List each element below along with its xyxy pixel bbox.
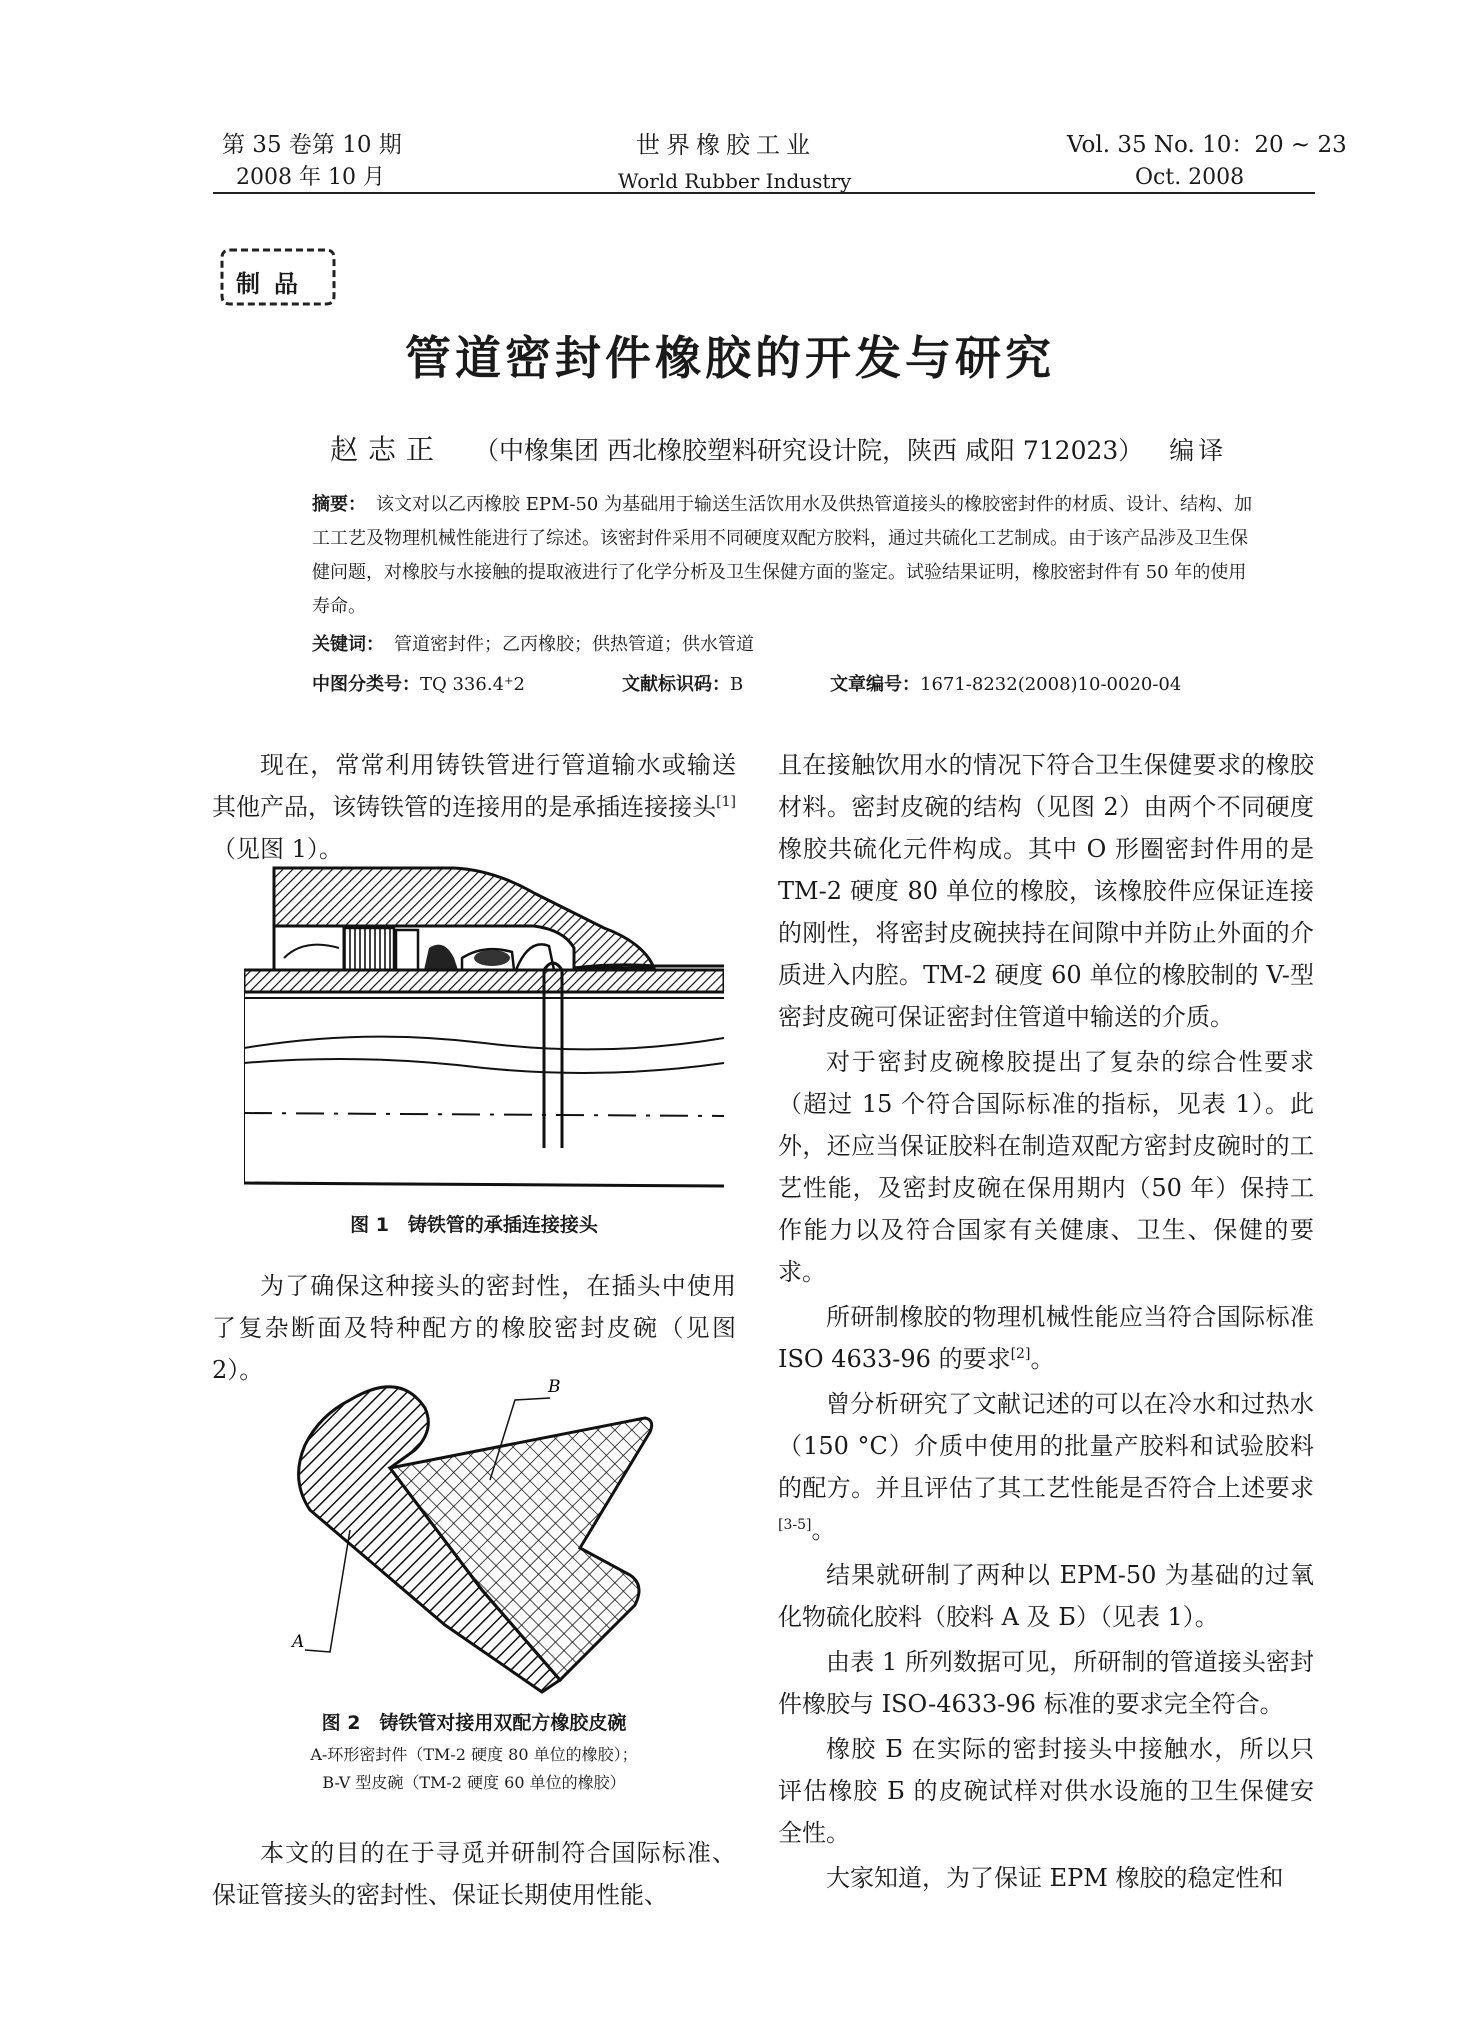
author-role: 编译 (1169, 436, 1228, 465)
section-tag: 制品 (236, 269, 312, 298)
paragraph-text: 现在，常常利用铸铁管进行管道输水或输送其他产品，该铸铁管的连接用的是承插连接接头 (212, 751, 736, 821)
body-right (778, 744, 1314, 1902)
citation: [1] (716, 794, 736, 810)
paragraph: 为了确保这种接头的密封性，在插头中使用了复杂断面及特种配方的橡胶密封皮碗（见图 2）。 (212, 1272, 736, 1384)
paragraph (778, 1296, 1314, 1380)
journal-volume-pages: Vol. 35 No. 10：20 ~ 23 (1067, 132, 1347, 158)
citation: [3-5] (778, 1517, 812, 1533)
journal-title-cn: 世界橡胶工业 (636, 131, 816, 159)
figure-2-seal-section (250, 1370, 700, 1700)
author-affiliation: （中橡集团 西北橡胶塑料研究设计院，陕西 咸阳 712023） (474, 436, 1144, 465)
keywords-text: 管道密封件；乙丙橡胶；供热管道；供水管道 (394, 634, 754, 655)
citation: [2] (1010, 1346, 1031, 1362)
article-number (830, 670, 1181, 696)
paragraph-text: 。 (1030, 1345, 1055, 1373)
author-name: 赵志正 (330, 433, 445, 466)
paragraph: 由表 1 所列数据可见，所研制的管道接头密封件橡胶与 ISO-4633-96 标准的要求完全符合。 (778, 1648, 1314, 1718)
article-number-label: 文章编号： (830, 674, 920, 695)
paragraph: 对于密封皮碗橡胶提出了复杂的综合性要求（超过 15 个符合国际标准的指标，见表 1）。此外，还应当保证胶料在制造双配方密封皮碗时的工艺性能，及密封皮碗在保用期内（50 年）保持工作能力以及符合国家有关健康、卫生、保健的要求。 (778, 1048, 1314, 1286)
journal-volume-issue: 第 35 卷第 10 期 (222, 132, 402, 158)
journal-date-en: Oct. 2008 (1135, 165, 1245, 190)
figure-1-caption: 图 1 铸铁管的承插连接接头 (350, 1214, 598, 1236)
abstract-label: 摘要： (312, 494, 366, 515)
figure-1-pipe-joint (244, 848, 724, 1198)
paragraph: 橡胶 Б 在实际的密封接头中接触水，所以只评估橡胶 Б 的皮碗试样对供水设施的卫生保健安全性。 (778, 1735, 1314, 1847)
paragraph (778, 1383, 1314, 1551)
doc-code (622, 670, 743, 696)
clc-label: 中图分类号： (312, 674, 420, 695)
abstract-text: 该文对以乙丙橡胶 EPM-50 为基础用于输送生活饮用水及供热管道接头的橡胶密封件的材质、设计、结构、加工工艺及物理机械性能进行了综述。该密封件采用不同硬度双配方胶料，通过共硫化工艺制成。由于该产品涉及卫生保健问题，对橡胶与水接触的提取液进行了化学分析及卫生保健方面的鉴定。试验结果证明，橡胶密封件有 50 年的使用寿命。 (312, 494, 1253, 617)
article-title: 管道密封件橡胶的开发与研究 (405, 331, 1055, 385)
paragraph: 本文的目的在于寻觅并研制符合国际标准、保证管接头的密封性、保证长期使用性能、 (212, 1839, 736, 1909)
paragraph-text: 所研制橡胶的物理机械性能应当符合国际标准 ISO 4633-96 的要求 (778, 1303, 1314, 1373)
doc-code-value: B (730, 674, 744, 695)
header-rule (213, 192, 1315, 194)
figure-2-caption: 图 2 铸铁管对接用双配方橡胶皮碗 (321, 1712, 627, 1734)
doc-code-label: 文献标识码： (622, 674, 730, 695)
figure-2-label-a: A (292, 1632, 305, 1652)
article-number-value: 1671-8232(2008)10-0020-04 (920, 674, 1182, 695)
keywords-label: 关键词： (312, 634, 384, 655)
paragraph-text: （见图 1）。 (212, 835, 343, 863)
author-line (330, 428, 1227, 468)
clc-value: TQ 336.4⁺2 (420, 674, 525, 695)
abstract (312, 488, 1260, 624)
paragraph: 且在接触饮用水的情况下符合卫生保健要求的橡胶材料。密封皮碗的结构（见图 2）由两个不同硬度橡胶共硫化元件构成。其中 O 形圈密封件用的是 TM-2 硬度 80 单位的橡胶，该橡胶件应保证连接的刚性，将密封皮碗挟持在间隙中并防止外面的介质进入内腔。TM-2 硬度 60 单位的橡胶制的 V-型密封皮碗可保证密封住管道中输送的介质。 (778, 751, 1314, 1031)
paragraph: 结果就研制了两种以 EPM-50 为基础的过氧化物硫化胶料（胶料 A 及 Б）（见表 1）。 (778, 1561, 1314, 1631)
paragraph: 大家知道，为了保证 EPM 橡胶的稳定性和 (826, 1864, 1284, 1892)
paragraph-text: 曾分析研究了文献记述的可以在冷水和过热水（150 °C）介质中使用的批量产胶料和试验胶料的配方。并且评估了其工艺性能是否符合上述要求 (778, 1390, 1314, 1502)
paragraph-text: 。 (811, 1516, 836, 1544)
clc-number (312, 670, 525, 696)
journal-date: 2008 年 10 月 (236, 165, 385, 190)
figure-2-legend-b: B-V 型皮碗（TM-2 硬度 60 单位的橡胶） (322, 1773, 626, 1792)
journal-title-en: World Rubber Industry (618, 169, 852, 193)
figure-2-legend-a: A-环形密封件（TM-2 硬度 80 单位的橡胶）； (310, 1745, 638, 1764)
figure-2-label-b: B (548, 1377, 561, 1397)
keywords (312, 630, 754, 656)
body-left-bottom (212, 1832, 736, 1919)
